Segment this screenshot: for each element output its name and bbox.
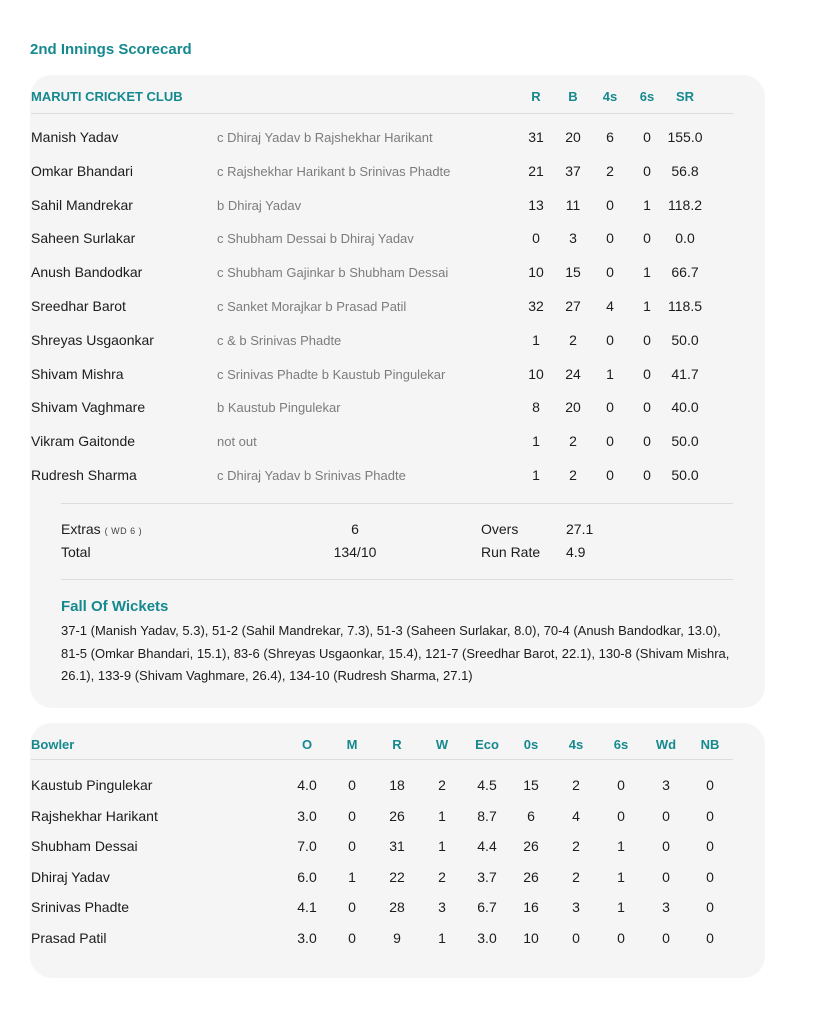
bowler-wides: 0 xyxy=(662,868,670,885)
bowler-overs: 4.1 xyxy=(297,899,317,916)
run-rate-label: Run Rate xyxy=(481,544,541,560)
bowler-maidens: 0 xyxy=(348,838,356,855)
batter-strike-rate: 66.7 xyxy=(671,264,699,281)
bowler-row xyxy=(31,867,733,889)
batter-balls: 27 xyxy=(565,298,581,314)
bowler-overs: 4.0 xyxy=(297,777,317,793)
batter-row xyxy=(31,262,733,284)
bowler-row xyxy=(31,928,733,950)
bowler-economy: 8.7 xyxy=(477,807,497,824)
bowler-row xyxy=(31,836,733,858)
batter-runs: 0 xyxy=(532,230,540,247)
header-sixes-conceded: 6s xyxy=(613,737,629,752)
batter-row xyxy=(31,397,733,419)
bowler-fours: 2 xyxy=(572,838,580,855)
bowler-economy: 3.7 xyxy=(477,868,497,885)
batter-balls: 2 xyxy=(569,331,577,348)
bowling-header xyxy=(31,737,733,760)
batter-balls: 11 xyxy=(565,196,581,213)
bowler-wides: 3 xyxy=(662,899,670,916)
bowler-fours: 2 xyxy=(572,777,580,793)
bowler-no-balls: 0 xyxy=(706,838,714,855)
batter-balls: 37 xyxy=(565,162,581,179)
batter-name: Omkar Bhandari xyxy=(31,162,133,179)
dismissal: c Srinivas Phadte b Kaustub Pingulekar xyxy=(217,366,446,382)
bowler-wickets: 1 xyxy=(438,930,446,946)
header-no-balls: NB xyxy=(700,737,720,752)
bowler-overs: 3.0 xyxy=(297,930,317,946)
dismissal: c Shubham Gajinkar b Shubham Dessai xyxy=(217,265,449,281)
batter-runs: 21 xyxy=(528,162,544,179)
header-maidens: M xyxy=(346,737,358,752)
batting-divider xyxy=(61,503,733,504)
batter-row xyxy=(31,296,733,318)
bowler-runs: 26 xyxy=(389,807,405,824)
bowler-name: Dhiraj Yadav xyxy=(31,868,110,885)
batter-strike-rate: 0.0 xyxy=(675,230,695,247)
bowler-row xyxy=(31,775,733,797)
header-balls: B xyxy=(568,89,578,104)
fall-of-wickets-title: Fall Of Wickets xyxy=(61,598,169,615)
bowler-maidens: 1 xyxy=(348,868,356,885)
bowler-wickets: 2 xyxy=(438,868,446,885)
batter-balls: 3 xyxy=(569,230,577,247)
bowler-runs: 22 xyxy=(389,868,405,885)
batter-name: Manish Yadav xyxy=(31,129,119,145)
bowler-overs: 6.0 xyxy=(297,868,317,885)
total-value: 134/10 xyxy=(333,544,377,560)
bowler-fours: 4 xyxy=(572,807,580,824)
batter-sixes: 1 xyxy=(643,298,651,314)
header-economy: Eco xyxy=(475,737,499,752)
bowler-name: Kaustub Pingulekar xyxy=(31,777,153,793)
extras-detail: ( WD 6 ) xyxy=(104,526,143,536)
batter-balls: 2 xyxy=(569,467,577,483)
bowler-name: Shubham Dessai xyxy=(31,838,138,855)
bowler-dots: 15 xyxy=(523,777,539,793)
bowler-no-balls: 0 xyxy=(706,807,714,824)
bowler-fours: 0 xyxy=(572,930,580,946)
bowler-economy: 6.7 xyxy=(477,899,497,916)
bowler-name: Srinivas Phadte xyxy=(31,899,130,916)
batter-sixes: 0 xyxy=(643,467,651,483)
batter-sixes: 1 xyxy=(643,264,651,281)
batter-sixes: 0 xyxy=(643,433,651,450)
overs-value: 27.1 xyxy=(566,521,594,537)
bowler-overs: 3.0 xyxy=(297,807,317,824)
batter-sixes: 1 xyxy=(643,196,651,213)
bowler-sixes: 0 xyxy=(617,930,625,946)
batter-fours: 1 xyxy=(606,365,614,382)
bowler-overs: 7.0 xyxy=(297,838,317,855)
batter-strike-rate: 40.0 xyxy=(671,399,699,416)
batter-fours: 2 xyxy=(606,162,614,179)
batter-name: Rudresh Sharma xyxy=(31,467,137,483)
bowler-sixes: 0 xyxy=(617,777,625,793)
bowler-runs: 31 xyxy=(389,838,405,855)
header-sixes: 6s xyxy=(639,89,655,104)
bowler-fours: 2 xyxy=(572,868,580,885)
bowler-wides: 0 xyxy=(662,930,670,946)
batter-name: Saheen Surlakar xyxy=(31,230,136,247)
batter-balls: 24 xyxy=(565,365,581,382)
bowler-economy: 3.0 xyxy=(477,930,497,946)
batter-fours: 6 xyxy=(606,129,614,145)
bowler-dots: 10 xyxy=(523,930,539,946)
batter-runs: 31 xyxy=(528,129,544,145)
bowler-header: Bowler xyxy=(31,737,75,752)
batter-row xyxy=(31,127,733,149)
batter-name: Sreedhar Barot xyxy=(31,298,126,314)
bowler-fours: 3 xyxy=(572,899,580,916)
batter-name: Shreyas Usgaonkar xyxy=(31,331,154,348)
bowler-sixes: 1 xyxy=(617,868,625,885)
overs-label: Overs xyxy=(481,521,519,537)
batter-balls: 15 xyxy=(565,264,581,281)
batter-runs: 32 xyxy=(528,298,544,314)
bowler-wides: 3 xyxy=(662,777,670,793)
batter-sixes: 0 xyxy=(643,365,651,382)
batter-sixes: 0 xyxy=(643,230,651,247)
bowler-dots: 16 xyxy=(523,899,539,916)
bowler-dots: 6 xyxy=(527,807,535,824)
batter-row xyxy=(31,431,733,453)
bowler-maidens: 0 xyxy=(348,899,356,916)
batter-fours: 4 xyxy=(606,298,614,314)
bowler-row xyxy=(31,806,733,828)
batter-strike-rate: 50.0 xyxy=(671,467,699,483)
batter-fours: 0 xyxy=(606,399,614,416)
bowler-wides: 0 xyxy=(662,807,670,824)
dismissal: b Kaustub Pingulekar xyxy=(217,400,341,416)
batter-name: Shivam Mishra xyxy=(31,365,124,382)
batter-sixes: 0 xyxy=(643,129,651,145)
extras-label: Extras ( WD 6 ) xyxy=(61,521,143,537)
bowler-wickets: 3 xyxy=(438,899,446,916)
bowler-runs: 9 xyxy=(393,930,401,946)
run-rate-value: 4.9 xyxy=(566,544,586,560)
bowler-name: Rajshekhar Harikant xyxy=(31,807,158,824)
batter-fours: 0 xyxy=(606,230,614,247)
bowler-wides: 0 xyxy=(662,838,670,855)
batter-balls: 20 xyxy=(565,399,581,416)
batter-strike-rate: 118.2 xyxy=(668,196,702,213)
header-runs: R xyxy=(531,89,541,104)
batter-runs: 1 xyxy=(532,467,540,483)
header-runs-conceded: R xyxy=(392,737,402,752)
header-wides: Wd xyxy=(655,737,677,752)
batter-name: Anush Bandodkar xyxy=(31,264,143,281)
batter-runs: 8 xyxy=(532,399,540,416)
bowler-sixes: 1 xyxy=(617,899,625,916)
batter-fours: 0 xyxy=(606,331,614,348)
team-name: MARUTI CRICKET CLUB xyxy=(31,89,183,104)
batter-sixes: 0 xyxy=(643,162,651,179)
fall-of-wickets-text: 37-1 (Manish Yadav, 5.3), 51-2 (Sahil Mandrekar, 7.3), 51-3 (Saheen Surlakar, 8.0), 70-4 (Anush Bandodkar, 13.0), 81-5 (Omkar Bhandari, 15.1), 83-6 (Shreyas Usgaonkar, 15.4), 121-7 (Sreedhar Barot, 22.1), 130-8 (Shivam Mishra, 26.1), 133-9 (Shivam Vaghmare, 26.4), 134-10 (Rudresh Sharma, 27.1) xyxy=(61,623,730,683)
batter-runs: 13 xyxy=(528,196,544,213)
page-title: 2nd Innings Scorecard xyxy=(30,41,192,58)
batter-balls: 20 xyxy=(565,129,581,145)
bowler-wickets: 1 xyxy=(438,838,446,855)
dismissal: c Sanket Morajkar b Prasad Patil xyxy=(217,299,407,314)
batter-name: Vikram Gaitonde xyxy=(31,433,136,450)
batter-strike-rate: 155.0 xyxy=(667,129,703,145)
bowler-dots: 26 xyxy=(523,868,539,885)
header-fours-conceded: 4s xyxy=(568,737,584,752)
batter-fours: 0 xyxy=(606,433,614,450)
bowler-maidens: 0 xyxy=(348,777,356,793)
bowler-wickets: 2 xyxy=(438,777,446,793)
batter-name: Sahil Mandrekar xyxy=(31,196,133,213)
extras-value: 6 xyxy=(351,521,359,537)
batter-strike-rate: 50.0 xyxy=(671,433,699,450)
batter-runs: 10 xyxy=(528,365,544,382)
batter-strike-rate: 118.5 xyxy=(668,298,702,314)
batter-runs: 10 xyxy=(528,264,544,281)
batting-header xyxy=(31,89,733,114)
header-strike-rate: SR xyxy=(675,89,695,104)
batter-sixes: 0 xyxy=(643,331,651,348)
batter-strike-rate: 41.7 xyxy=(671,365,699,382)
dismissal: c Shubham Dessai b Dhiraj Yadav xyxy=(217,231,414,247)
bowler-row xyxy=(31,897,733,919)
batter-row xyxy=(31,465,733,487)
dismissal: c & b Srinivas Phadte xyxy=(217,332,342,348)
batter-runs: 1 xyxy=(532,331,540,348)
batter-fours: 0 xyxy=(606,467,614,483)
batter-runs: 1 xyxy=(532,433,540,450)
bowler-maidens: 0 xyxy=(348,930,356,946)
dismissal: not out xyxy=(217,434,257,450)
batter-row xyxy=(31,195,733,217)
header-dots: 0s xyxy=(523,737,539,752)
batter-strike-rate: 56.8 xyxy=(671,162,699,179)
dismissal: c Rajshekhar Harikant b Srinivas Phadte xyxy=(217,163,451,179)
bowler-wickets: 1 xyxy=(438,807,446,824)
header-fours: 4s xyxy=(602,89,618,104)
batter-balls: 2 xyxy=(569,433,577,450)
bowler-maidens: 0 xyxy=(348,807,356,824)
bowler-economy: 4.4 xyxy=(477,838,497,855)
bowler-no-balls: 0 xyxy=(706,930,714,946)
dismissal: c Dhiraj Yadav b Rajshekhar Harikant xyxy=(217,130,433,145)
total-label: Total xyxy=(61,544,91,560)
batter-row xyxy=(31,364,733,386)
header-wickets: W xyxy=(435,737,449,752)
bowler-economy: 4.5 xyxy=(477,777,497,793)
summary-divider xyxy=(61,579,733,580)
bowler-runs: 28 xyxy=(389,899,405,916)
batter-strike-rate: 50.0 xyxy=(671,331,699,348)
batter-sixes: 0 xyxy=(643,399,651,416)
bowler-name: Prasad Patil xyxy=(31,930,107,946)
bowler-runs: 18 xyxy=(389,777,405,793)
dismissal: b Dhiraj Yadav xyxy=(217,197,302,213)
bowler-no-balls: 0 xyxy=(706,777,714,793)
bowler-sixes: 1 xyxy=(617,838,625,855)
bowler-no-balls: 0 xyxy=(706,899,714,916)
batter-row xyxy=(31,330,733,352)
bowler-sixes: 0 xyxy=(617,807,625,824)
batter-fours: 0 xyxy=(606,196,614,213)
header-overs: O xyxy=(301,737,313,752)
batter-name: Shivam Vaghmare xyxy=(31,399,146,416)
batter-row xyxy=(31,228,733,250)
bowler-dots: 26 xyxy=(523,838,539,855)
dismissal: c Dhiraj Yadav b Srinivas Phadte xyxy=(217,468,406,483)
batter-fours: 0 xyxy=(606,264,614,281)
batter-row xyxy=(31,161,733,183)
bowler-no-balls: 0 xyxy=(706,868,714,885)
